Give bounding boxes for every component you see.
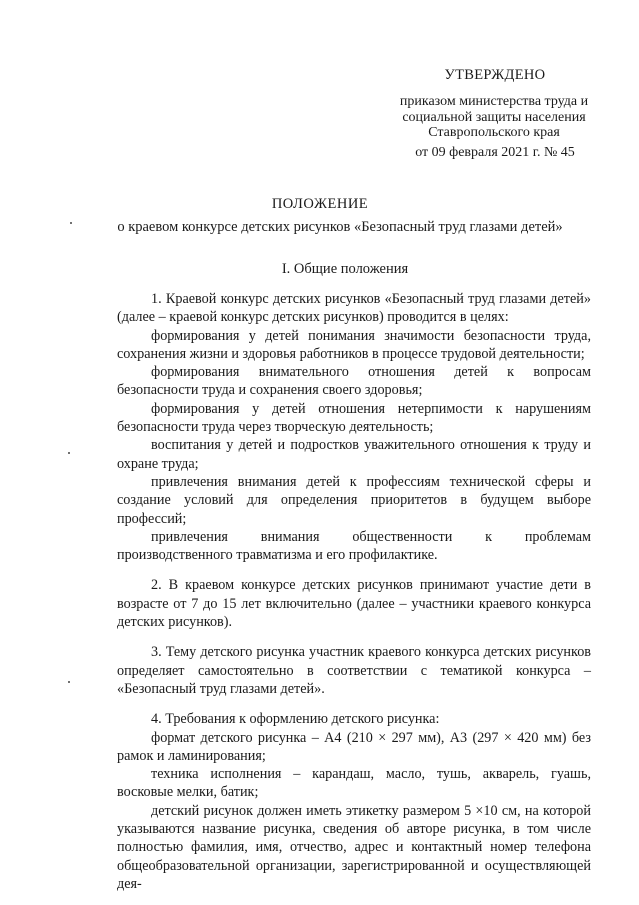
paragraph-3: 3. Тему детского рисунка участник краевого конкурса детских рисунков определяет самостоятельно в соответствии с тематикой конкурса – «Безопасный труд глазами детей».	[117, 644, 591, 697]
approval-line: социальной защиты населения	[402, 109, 586, 125]
requirement-item: техника исполнения – карандаш, масло, тушь, акварель, гуашь, восковые мелки, батик;	[117, 766, 591, 801]
document-title: ПОЛОЖЕНИЕ	[271, 196, 369, 212]
approval-line: Ставропольского края	[428, 125, 560, 140]
document-subtitle: о краевом конкурсе детских рисунков «Безопасный труд глазами детей»	[117, 219, 563, 235]
scan-speck	[68, 452, 70, 454]
requirement-item: детский рисунок должен иметь этикетку размером 5 ×10 см, на которой указываются название рисунка, сведения об авторе рисунка, в том числе полностью фамилия, имя, отчество, адрес и контактный номер телефона общеобразовательной организации, зарегистрированной и осуществляющей дея-	[117, 802, 591, 892]
goal-item: формирования у детей отношения нетерпимости к нарушениям безопасности труда через творческую деятельность;	[117, 400, 591, 436]
goal-item: привлечения внимания общественности к проблемам производственного травматизма и его профилактике.	[117, 528, 591, 564]
section-body	[117, 290, 591, 893]
requirement-item: формат детского рисунка – А4 (210 × 297 мм), А3 (297 × 420 мм) без рамок и ламинирования;	[117, 729, 591, 764]
approval-line: приказом министерства труда и	[399, 94, 589, 109]
section-title: I. Общие положения	[281, 261, 409, 277]
approval-title: УТВЕРЖДЕНО	[444, 67, 546, 83]
goal-item: формирования у детей понимания значимости безопасности труда, сохранения жизни и здоровья работников в процессе трудовой деятельности;	[117, 327, 591, 362]
goal-item: формирования внимательного отношения детей к вопросам безопасности труда и сохранения своего здоровья;	[117, 364, 591, 399]
scan-speck	[68, 681, 70, 683]
goal-item: привлечения внимания детей к профессиям технической сферы и создание условий для определения приоритетов в будущем выборе профессий;	[117, 473, 591, 527]
paragraph-2: 2. В краевом конкурсе детских рисунков принимают участие дети в возрасте от 7 до 15 лет включительно (далее – участники краевого конкурса детских рисунков).	[117, 577, 591, 631]
goal-item: воспитания у детей и подростков уважительного отношения к труду и охране труда;	[117, 437, 591, 472]
approval-block	[383, 94, 605, 141]
scan-speck	[70, 222, 72, 224]
paragraph-4-intro: 4. Требования к оформлению детского рисунка:	[151, 711, 440, 728]
paragraph-1-intro: 1. Краевой конкурс детских рисунков «Безопасный труд глазами детей» (далее – краевой конкурс детских рисунков) проводится в целях:	[117, 291, 591, 326]
approval-date: от 09 февраля 2021 г. № 45	[415, 145, 575, 160]
